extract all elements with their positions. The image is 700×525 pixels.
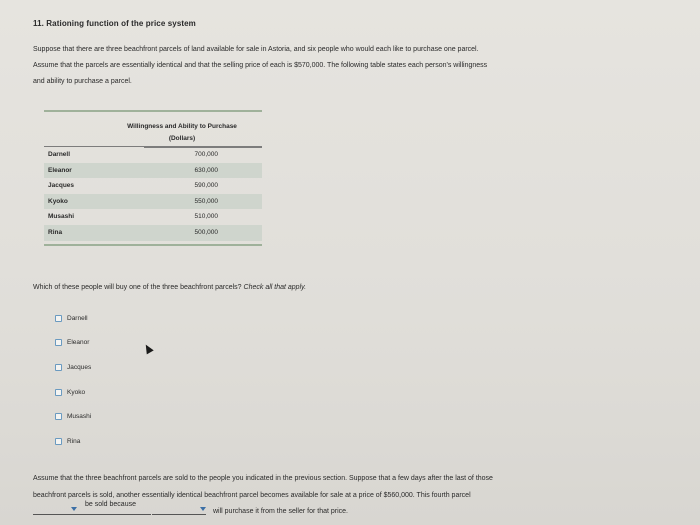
option-label: Musashi — [67, 413, 92, 420]
option-rina[interactable] — [55, 438, 80, 445]
row-value: 510,000 — [194, 213, 218, 221]
row-name: Rina — [48, 228, 63, 236]
table-row — [44, 194, 262, 210]
row-name: Darnell — [48, 151, 71, 158]
table-row — [44, 225, 262, 241]
option-label: Rina — [67, 438, 81, 445]
row-name: Jacques — [48, 182, 75, 190]
table-row — [44, 209, 262, 225]
table-header-title: Willingness and Ability to Purchase — [127, 123, 237, 130]
table-header — [44, 118, 262, 146]
question-instruction: Check all that apply. — [243, 284, 307, 291]
followup-line-3 — [33, 501, 643, 521]
option-musashi[interactable] — [55, 413, 91, 420]
checkbox[interactable] — [55, 315, 62, 322]
followup-line-1: Assume that the three beachfront parcels are sold to the people you indicated in the previous section. Suppose that a few days after the last of those — [33, 475, 493, 482]
row-value: 500,000 — [194, 228, 218, 236]
table-row — [44, 146, 262, 163]
dropdown-2-trailing-text: will purchase it from the seller for that price. — [213, 508, 348, 515]
followup-paragraph — [33, 470, 643, 521]
option-label: Kyoko — [67, 389, 86, 396]
option-label: Eleanor — [67, 339, 90, 346]
intro-line-3: and ability to purchase a parcel. — [33, 78, 132, 85]
row-name: Kyoko — [48, 197, 68, 205]
checkbox[interactable] — [55, 413, 62, 420]
row-value: 550,000 — [194, 197, 218, 205]
table-row — [44, 163, 262, 179]
mouse-cursor-icon — [142, 343, 153, 355]
row-name: Eleanor — [48, 166, 72, 174]
dropdown-who-purchases[interactable] — [152, 504, 206, 515]
dropdown-will-or-wont[interactable] — [33, 501, 151, 515]
intro-line-2: Assume that the parcels are essentially identical and that the selling price of each is $570,000. The following table states each person's willingness — [33, 62, 488, 69]
checkbox[interactable] — [55, 364, 62, 371]
option-kyoko[interactable] — [55, 389, 85, 396]
table-header-units: (Dollars) — [168, 135, 196, 142]
option-label: Darnell — [67, 315, 88, 322]
row-value: 590,000 — [194, 182, 218, 190]
checkbox[interactable] — [55, 438, 62, 445]
option-jacques[interactable] — [55, 364, 91, 371]
checkbox[interactable] — [55, 389, 62, 396]
chevron-down-icon — [200, 507, 206, 511]
row-value: 630,000 — [194, 166, 218, 174]
option-label: Jacques — [67, 364, 92, 371]
table-bottom-rule — [44, 244, 262, 246]
table-row — [44, 178, 262, 194]
followup-line-2: beachfront parcels is sold, another essentially identical beachfront parcel becomes available for sale at a price of $560,000. This fourth parcel — [33, 492, 471, 499]
question-text: Which of these people will buy one of the three beachfront parcels? — [33, 284, 242, 291]
checkbox[interactable] — [55, 339, 62, 346]
option-darnell[interactable] — [55, 315, 88, 322]
dropdown-1-trailing-text: be sold because — [85, 501, 136, 508]
intro-paragraph — [33, 42, 633, 90]
intro-line-1: Suppose that there are three beachfront parcels of land available for sale in Astoria, and six people who would each like to purchase one parcel. — [33, 46, 479, 53]
option-eleanor[interactable] — [55, 339, 89, 346]
question-prompt — [33, 284, 306, 291]
row-value: 700,000 — [194, 151, 218, 158]
willingness-table — [44, 110, 262, 246]
chevron-down-icon — [71, 507, 77, 511]
table-top-rule — [44, 110, 262, 112]
row-name: Musashi — [48, 213, 75, 221]
question-title: 11. Rationing function of the price system — [33, 19, 196, 28]
